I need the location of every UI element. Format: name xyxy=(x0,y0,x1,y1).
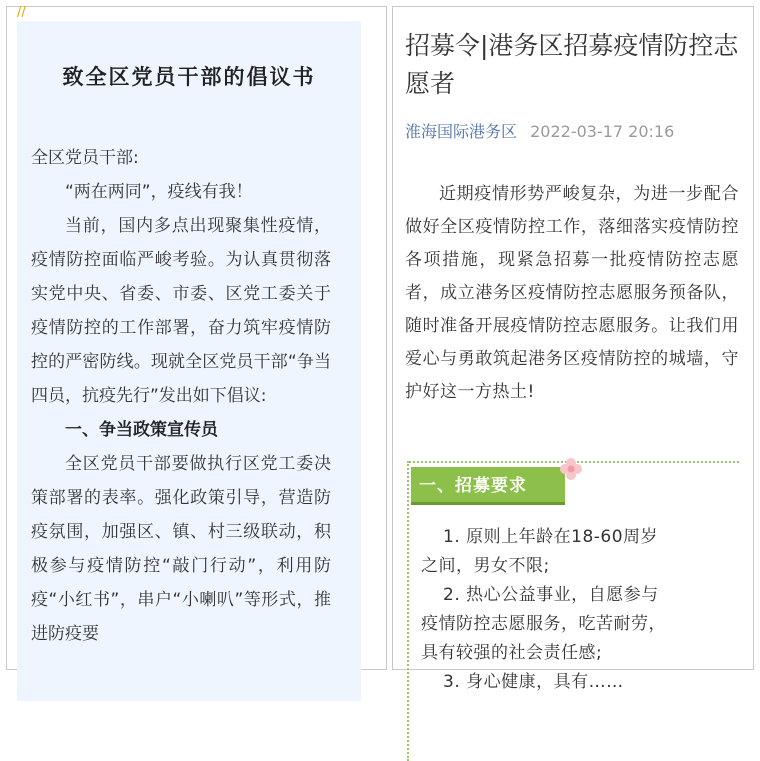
requirement-item: 2. 热心公益事业，自愿参与 xyxy=(443,585,659,605)
article-panel xyxy=(392,6,754,692)
letter-slogan: “两在两同”，疫线有我！ xyxy=(65,182,253,202)
requirement-item: 1. 原则上年龄在18-60周岁 xyxy=(443,527,659,547)
letter-section-heading: 一、争当政策宣传员 xyxy=(65,420,218,440)
requirement-item-cont: 具有较强的社会责任感; xyxy=(421,643,603,663)
article-source-link[interactable]: 淮海国际港务区 xyxy=(405,122,518,141)
requirements-header: 一、招募要求 xyxy=(411,467,565,505)
requirements-section xyxy=(407,461,739,761)
article-meta xyxy=(405,119,753,142)
requirements-list xyxy=(421,523,733,697)
letter-title: 致全区党员干部的倡议书 xyxy=(62,65,316,89)
article-date: 2022-03-17 20:16 xyxy=(530,122,675,141)
requirement-item-cont: 之间，男女不限; xyxy=(421,556,550,576)
requirement-item-cont: 疫情防控志愿服务，吃苦耐劳， xyxy=(421,614,666,634)
letter-paragraph: 全区党员干部要做执行区党工委决策部署的表率。强化政策引导，营造防疫氛围，加强区、镇、村三级联动，积极参与疫情防控“敲门行动”，利用防疫“小红书”，串户“小喇叭”等形式，推进防疫要 xyxy=(31,454,331,644)
corner-mark-icon: // xyxy=(17,5,26,20)
article-title: 招募令|港务区招募疫情防控志愿者 xyxy=(405,31,739,98)
article-body: 近期疫情形势严峻复杂，为进一步配合做好全区疫情防控工作，落细落实疫情防控各项措施，现紧急招募一批疫情防控志愿者，成立港务区疫情防控志愿服务预备队，随时准备开展疫情防控志愿服务。让我们用爱心与勇敢筑起港务区疫情防控的城墙，守护好这一方热土! xyxy=(405,184,739,402)
letter-salutation: 全区党员干部: xyxy=(31,148,139,168)
letter-panel xyxy=(6,6,387,670)
letter-paragraph: 当前，国内多点出现聚集性疫情，疫情防控面临严峻考验。为认真贯彻落实党中央、省委、市委、区党工委关于疫情防控的工作部署，奋力筑牢疫情防控的严密防线。现就全区党员干部“争当四员，抗疫先行”发出如下倡议: xyxy=(31,216,331,406)
letter-body xyxy=(31,141,331,651)
flower-icon xyxy=(559,457,583,481)
requirement-item: 3. 身心健康，具有…… xyxy=(443,672,624,692)
